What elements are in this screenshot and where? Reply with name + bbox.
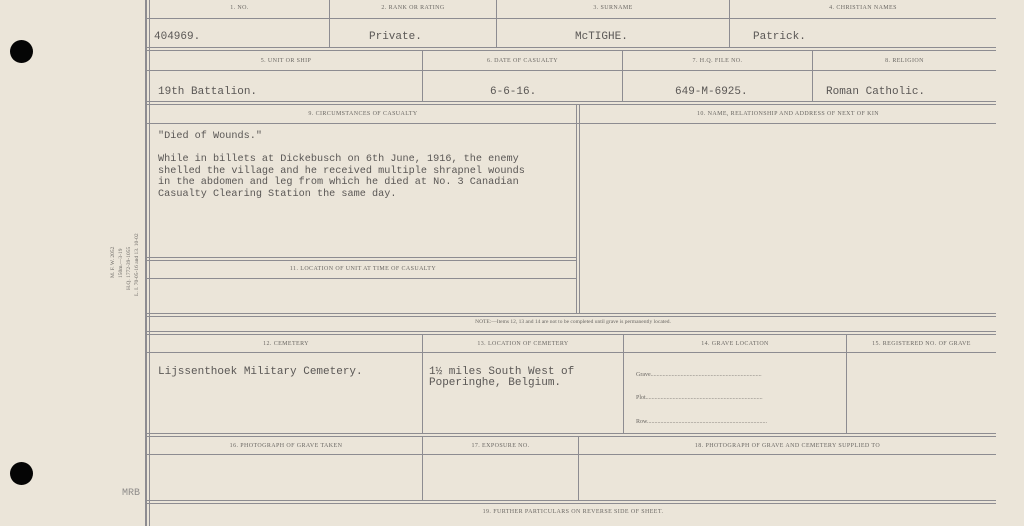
religion-value: Roman Catholic. [826, 86, 926, 98]
margin-print-4: L. I. 70-05-16 and 13. 10-02 [134, 233, 140, 296]
cem-location-label: 13. LOCATION OF CEMETERY [477, 341, 569, 347]
christian-value: Patrick. [753, 31, 806, 43]
grave-line: Grave.......................................................................... [636, 372, 762, 378]
margin-print-3: H.Q. 1772-39-1055 [126, 246, 132, 290]
date-value: 6-6-16. [490, 86, 537, 98]
further-label: 19. FURTHER PARTICULARS ON REVERSE SIDE OF SHEET. [482, 509, 664, 515]
unit-label: 5. UNIT OR SHIP [260, 58, 312, 64]
cemetery-value: Lijssenthoek Military Cemetery. [158, 366, 363, 378]
hqfile-label: 7. H.Q. FILE NO. [692, 58, 743, 64]
grave-location-label: 14. GRAVE LOCATION [701, 341, 769, 347]
row-line: Row................................................................................ [636, 419, 767, 425]
cem-location-line-1: 1½ miles South West of [429, 366, 575, 378]
date-label: 6. DATE OF CASUALTY [486, 58, 559, 64]
margin-print-2: 150m.—3-19 [118, 248, 124, 278]
circumstances-title: "Died of Wounds." [158, 131, 262, 142]
margin-print-1: M. F. W. 2052 [110, 246, 116, 278]
surname-label: 3. SURNAME [593, 5, 633, 11]
stamp-mark: MRB [122, 488, 141, 499]
cemetery-label: 12. CEMETERY [263, 341, 309, 347]
rank-value: Private. [369, 31, 422, 43]
no-label: 1. NO. [230, 5, 249, 11]
circumstances-line-4: Casualty Clearing Station the same day. [158, 188, 397, 200]
registered-label: 15. REGISTERED NO. OF GRAVE [872, 341, 971, 347]
circumstances-line-1: While in billets at Dickebusch on 6th June, 1916, the enemy [158, 154, 519, 165]
rank-label: 2. RANK OR RATING [381, 5, 445, 11]
religion-label: 8. RELIGION [885, 58, 924, 64]
note-text: NOTE:—Items 12, 13 and 14 are not to be completed until grave is permanently located. [475, 319, 671, 325]
circumstances-label: 9. CIRCUMSTANCES OF CASUALTY [308, 111, 418, 117]
circumstances-line-2: shelled the village and he received multiple shrapnel wounds [158, 165, 525, 177]
circumstances-line-3: in the abdomen and leg from which he died at No. 3 Canadian [158, 177, 519, 189]
cem-location-line-2: Poperinghe, Belgium. [429, 377, 562, 389]
christian-label: 4. CHRISTIAN NAMES [829, 5, 897, 11]
exposure-label: 17. EXPOSURE NO. [471, 443, 530, 449]
punch-hole-top [10, 40, 33, 63]
unit-value: 19th Battalion. [158, 86, 258, 98]
hqfile-value: 649-M-6925. [675, 86, 748, 98]
punch-hole-bottom [10, 462, 33, 485]
kin-label: 10. NAME, RELATIONSHIP AND ADDRESS OF NEXT OF KIN [697, 111, 879, 117]
surname-value: McTIGHE. [575, 31, 628, 43]
no-value: 404969. [154, 31, 201, 43]
plot-line: Plot.............................................................................. [636, 395, 763, 401]
photo-supplied-label: 18. PHOTOGRAPH OF GRAVE AND CEMETERY SUPPLIED TO [694, 443, 881, 449]
photo-taken-label: 16. PHOTOGRAPH OF GRAVE TAKEN [229, 443, 343, 449]
location-unit-label: 11. LOCATION OF UNIT AT TIME OF CASUALTY [289, 266, 437, 272]
